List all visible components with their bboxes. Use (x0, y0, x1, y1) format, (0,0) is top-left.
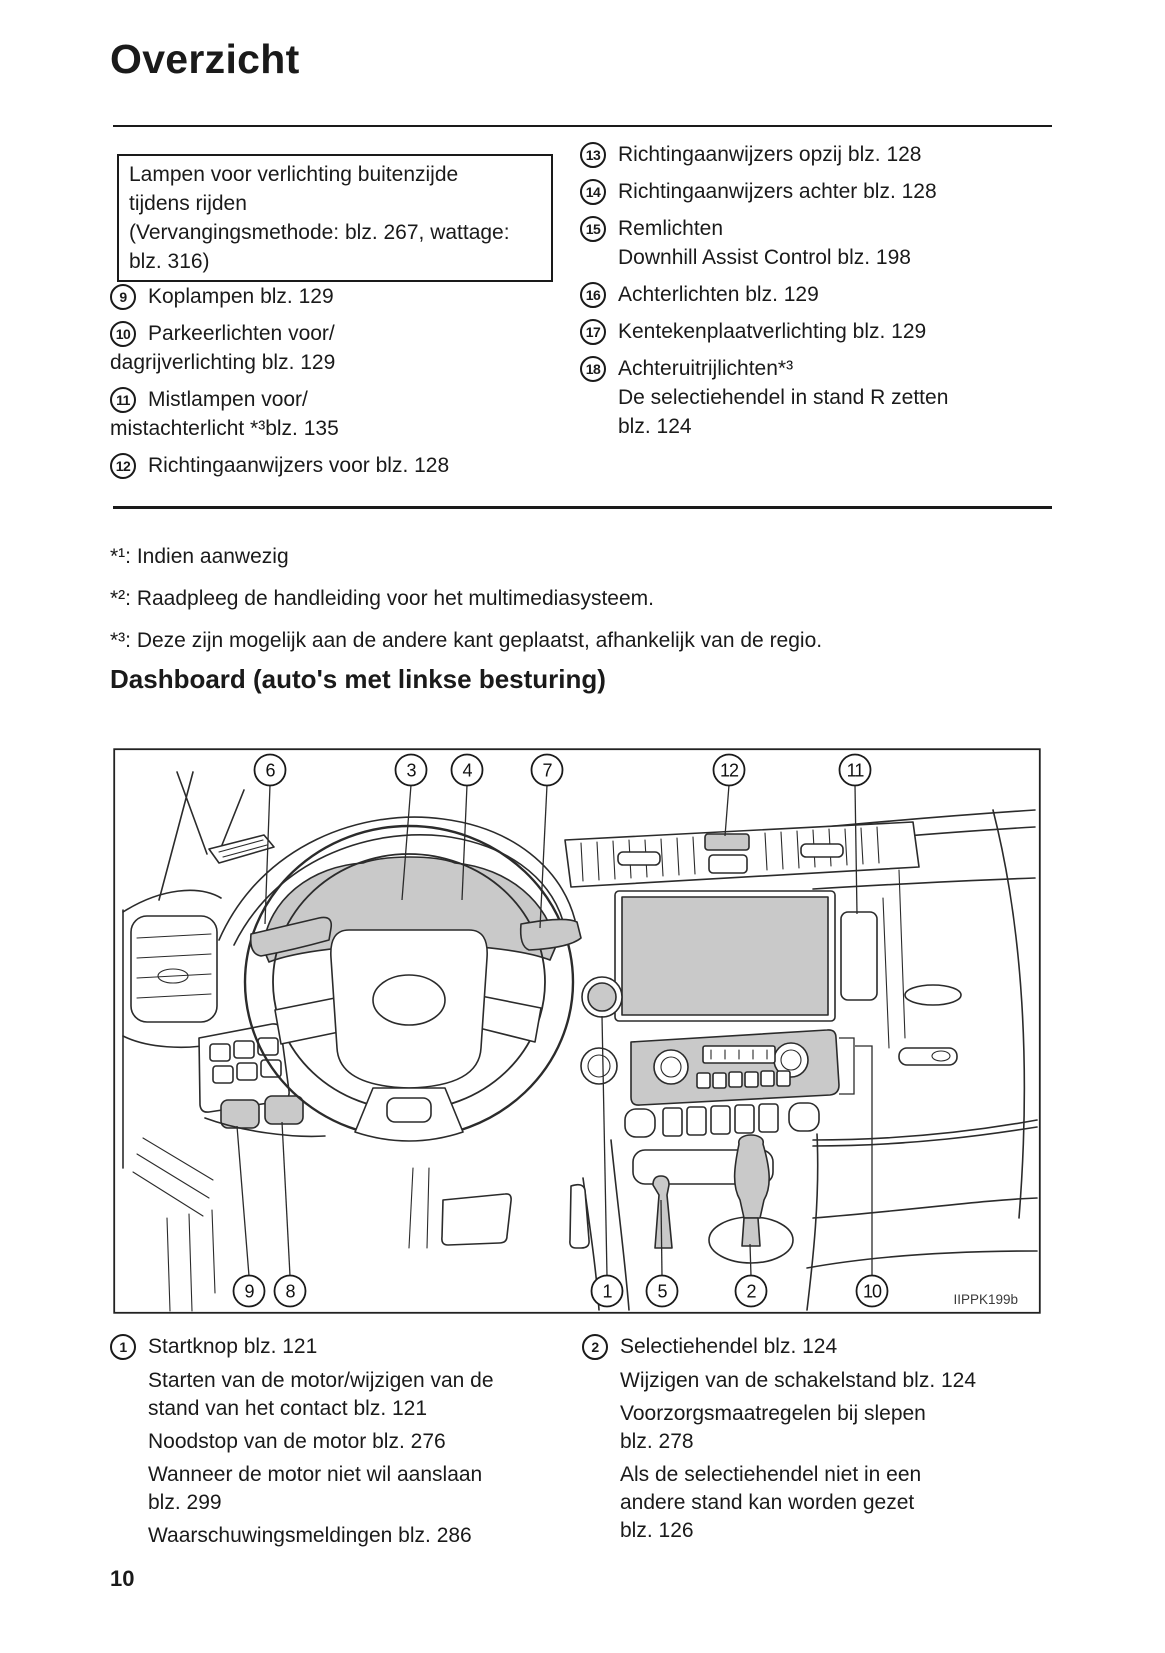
item-number-badge: 13 (580, 142, 606, 168)
dashboard-section-heading: Dashboard (auto's met linkse besturing) (110, 664, 606, 694)
svg-text:6: 6 (265, 760, 275, 781)
info-box-line: tijdens rijden (129, 192, 247, 215)
top-rule (113, 125, 1052, 127)
item-number-badge: 11 (110, 387, 136, 413)
svg-text:2: 2 (746, 1281, 756, 1302)
callout-6 (255, 755, 286, 786)
detail-line: blz. 126 (620, 1519, 694, 1542)
callout-10 (857, 1276, 888, 1307)
item-number-badge: 1 (110, 1334, 136, 1360)
detail-item-2 (582, 1332, 1052, 1545)
svg-text:12: 12 (719, 760, 739, 781)
item-text: mistachterlicht *³blz. 135 (110, 417, 339, 440)
figure-code: IIPPK199b (953, 1292, 1018, 1307)
detail-line: Waarschuwingsmeldingen blz. 286 (148, 1524, 472, 1547)
switch-button-9 (221, 1100, 259, 1128)
svg-text:5: 5 (657, 1281, 667, 1302)
list-item (580, 177, 1048, 206)
footnotes (110, 542, 1060, 668)
list-item (580, 317, 1048, 346)
item-text: Koplampen blz. 129 (148, 285, 334, 308)
footnote (110, 584, 1060, 614)
detail-title: Startknop blz. 121 (148, 1335, 318, 1358)
vent-slider (618, 852, 660, 865)
list-item (110, 282, 562, 311)
item-text: Mistlampen voor/ (148, 388, 308, 411)
svg-text:4: 4 (462, 760, 472, 781)
list-item (580, 214, 1048, 272)
dashboard-figure (113, 748, 1041, 1314)
list-item (580, 280, 1048, 309)
detail-line: Starten van de motor/wijzigen van de (148, 1369, 494, 1392)
detail-line: Voorzorgsmaatregelen bij slepen (620, 1402, 926, 1425)
detail-group (620, 1400, 1052, 1456)
glovebox-handle (899, 1048, 957, 1065)
item-number-badge: 10 (110, 321, 136, 347)
footnote-text: : Deze zijn mogelijk aan de andere kant geplaatst, afhankelijk van de regio. (125, 629, 823, 652)
item-text: Richtingaanwijzers opzij blz. 128 (618, 143, 922, 166)
footnote-marker: *² (110, 587, 126, 610)
detail-group (148, 1367, 572, 1423)
detail-group (148, 1428, 572, 1456)
lamp-info-box (117, 154, 553, 282)
detail-title: Selectiehendel blz. 124 (620, 1335, 838, 1358)
vent-slider (801, 844, 843, 857)
screen-side-trim (841, 912, 877, 1000)
item-subtext: De selectiehendel in stand R zetten (618, 386, 949, 409)
footnote-marker: *³ (110, 629, 126, 652)
item-text: Achteruitrijlichten*³ (618, 357, 794, 380)
callout-1 (592, 1276, 623, 1307)
footnote-marker: *¹ (110, 545, 126, 568)
climate-knob (654, 1050, 688, 1084)
info-box-line: (Vervangingsmethode: blz. 267, wattage: (129, 221, 510, 244)
detail-line: stand van het contact blz. 121 (148, 1397, 428, 1420)
callout-12 (714, 755, 745, 786)
detail-group (148, 1522, 572, 1550)
section-rule (113, 506, 1052, 509)
callout-9 (234, 1276, 265, 1307)
item-text: dagrijverlichting blz. 129 (110, 351, 336, 374)
list-item (580, 354, 1048, 441)
brake-pedal (442, 1194, 511, 1245)
list-item (110, 385, 562, 443)
callout-2 (736, 1276, 767, 1307)
detail-line: Noodstop van de motor blz. 276 (148, 1430, 446, 1453)
svg-text:1: 1 (602, 1281, 612, 1302)
start-button (588, 983, 616, 1011)
footnote-text: : Raadpleeg de handleiding voor het multimediasysteem. (125, 587, 654, 610)
steering-wheel-pad (331, 930, 487, 1088)
item-number-badge: 2 (582, 1334, 608, 1360)
svg-text:7: 7 (542, 760, 552, 781)
item-subtext: Downhill Assist Control blz. 198 (618, 246, 911, 269)
svg-text:10: 10 (862, 1281, 882, 1302)
lamp-list-left (110, 282, 562, 488)
hazard-switch (705, 834, 749, 850)
item-number-badge: 9 (110, 284, 136, 310)
detail-line: Wijzigen van de schakelstand blz. 124 (620, 1369, 977, 1392)
callout-11 (840, 755, 871, 786)
item-number-badge: 17 (580, 319, 606, 345)
callout-8 (275, 1276, 306, 1307)
item-number-badge: 14 (580, 179, 606, 205)
info-box-line: Lampen voor verlichting buitenzijde (129, 163, 459, 186)
callout-7 (532, 755, 563, 786)
info-box-line: blz. 316) (129, 250, 210, 273)
detail-group (148, 1461, 572, 1517)
list-item (580, 140, 1048, 169)
switch (625, 1109, 655, 1137)
list-item (110, 451, 562, 480)
item-number-badge: 16 (580, 282, 606, 308)
footnote (110, 626, 1060, 656)
switch-button-8 (265, 1096, 303, 1124)
page-number: 10 (110, 1566, 135, 1591)
item-text: Achterlichten blz. 129 (618, 283, 819, 306)
footnote-text: : Indien aanwezig (125, 545, 289, 568)
list-item (110, 319, 562, 377)
item-subtext: blz. 124 (618, 415, 692, 438)
item-number-badge: 12 (110, 453, 136, 479)
callout-4 (452, 755, 483, 786)
lamp-list-right (580, 140, 1048, 449)
svg-text:3: 3 (406, 760, 416, 781)
detail-group (620, 1461, 1052, 1545)
item-text: Richtingaanwijzers voor blz. 128 (148, 454, 450, 477)
item-number-badge: 18 (580, 356, 606, 382)
svg-text:11: 11 (846, 760, 864, 781)
detail-line: andere stand kan worden gezet (620, 1491, 915, 1514)
item-text: Parkeerlichten voor/ (148, 322, 335, 345)
detail-line: Wanneer de motor niet wil aanslaan (148, 1463, 483, 1486)
callout-3 (396, 755, 427, 786)
item-text: Richtingaanwijzers achter blz. 128 (618, 180, 937, 203)
item-text: Remlichten (618, 217, 724, 240)
page-title: Overzicht (110, 36, 300, 82)
touchscreen (622, 897, 828, 1015)
detail-line: blz. 299 (148, 1491, 222, 1514)
svg-text:8: 8 (285, 1281, 295, 1302)
footnote (110, 542, 1060, 572)
detail-item-1 (110, 1332, 572, 1550)
item-text: Kentekenplaatverlichting blz. 129 (618, 320, 927, 343)
detail-group (620, 1367, 1052, 1395)
callout-5 (647, 1276, 678, 1307)
item-number-badge: 15 (580, 216, 606, 242)
detail-line: Als de selectiehendel niet in een (620, 1463, 922, 1486)
detail-line: blz. 278 (620, 1430, 694, 1453)
svg-text:9: 9 (244, 1281, 254, 1302)
